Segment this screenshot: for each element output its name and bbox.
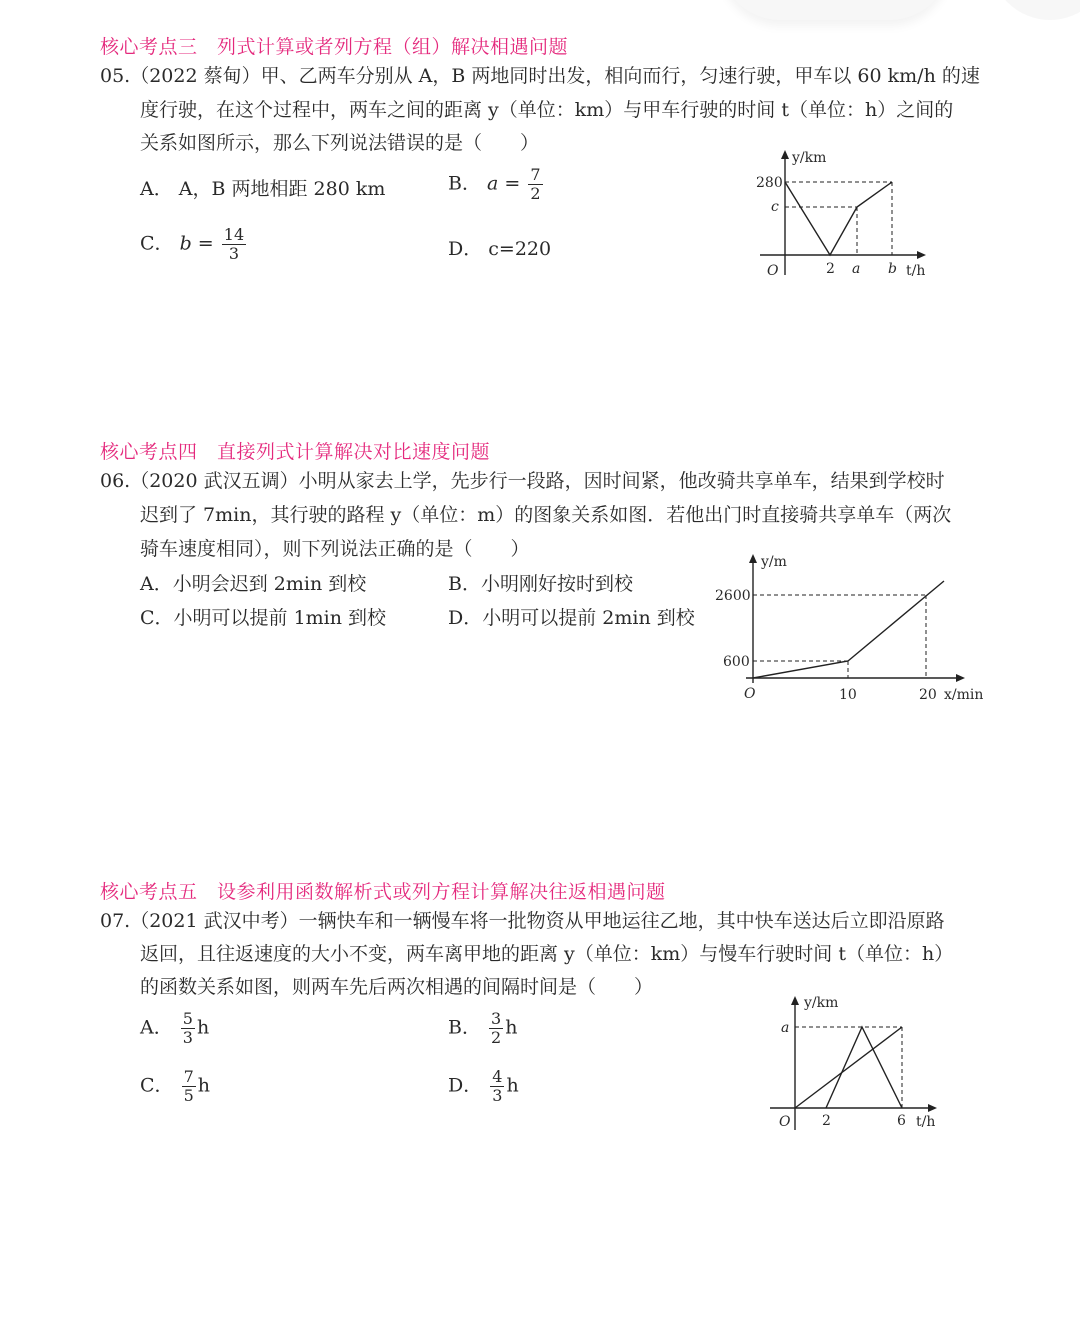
option-d: D．小明可以提前 2min 到校 — [448, 607, 695, 629]
graph-q07 — [760, 990, 960, 1140]
unit: h — [197, 1074, 211, 1097]
y-tick-c: c — [771, 199, 779, 215]
graph-q05 — [750, 145, 950, 285]
option-label: C． — [140, 1074, 174, 1097]
denominator: 5 — [183, 1086, 194, 1105]
x-axis-label: t/h — [906, 263, 926, 279]
y-axis-label: y/km — [804, 995, 839, 1011]
numerator: 5 — [182, 1009, 193, 1028]
question-text: （2022 蔡甸）甲、乙两车分别从 A，B 两地同时出发，相向而行，匀速行驶，甲车以 60 km/h 的速 — [130, 65, 980, 87]
fraction — [528, 166, 542, 203]
x-tick-a: a — [852, 261, 861, 277]
fraction — [222, 226, 246, 263]
fast-car-line — [826, 1027, 902, 1108]
origin-label: O — [767, 263, 779, 279]
question-05-line-3: 关系如图所示，那么下列说法错误的是（ ） — [140, 132, 540, 154]
y-axis-arrow — [749, 554, 757, 563]
option-d: D． c=220 — [448, 238, 552, 260]
option-label: B． — [448, 1016, 481, 1039]
x-axis-arrow — [917, 251, 926, 259]
y-axis-arrow — [781, 150, 789, 159]
question-06-line-3: 骑车速度相同），则下列说法正确的是（ ） — [140, 538, 530, 560]
question-07-line-1 — [100, 909, 945, 933]
section-title-3: 核心考点三 列式计算或者列方程（组）解决相遇问题 — [100, 36, 569, 58]
x-axis-label: x/min — [944, 687, 984, 703]
decorative-shape — [990, 0, 1080, 20]
question-05-line-1 — [100, 64, 980, 88]
question-06-line-1 — [100, 469, 945, 493]
denominator: 3 — [228, 244, 240, 263]
unit: h — [196, 1016, 210, 1039]
numerator: 3 — [491, 1009, 502, 1028]
y-axis-label: y/km — [792, 150, 827, 166]
x-tick-6: 6 — [897, 1113, 906, 1129]
x-axis-label: t/h — [916, 1114, 936, 1130]
option-b — [448, 1010, 517, 1047]
option-c: C．小明可以提前 1min 到校 — [140, 607, 387, 629]
question-number: 06. — [100, 470, 131, 492]
origin-label: O — [744, 686, 756, 702]
fraction — [490, 1068, 504, 1105]
option-a: A． A，B 两地相距 280 km — [140, 178, 386, 200]
fraction — [182, 1068, 196, 1105]
question-07-line-2: 返回，且往返速度的大小不变，两车离甲地的距离 y（单位：km）与慢车行驶时间 t（单位：h） — [140, 943, 954, 965]
option-label: B． — [448, 172, 481, 195]
option-c — [140, 226, 248, 263]
denominator: 3 — [492, 1086, 503, 1105]
option-b — [448, 166, 545, 203]
denominator: 3 — [182, 1028, 193, 1047]
y-tick-600: 600 — [723, 654, 750, 670]
numerator: 7 — [183, 1067, 194, 1086]
y-tick-a: a — [781, 1020, 790, 1036]
y-tick-2600: 2600 — [715, 588, 751, 604]
denominator: 2 — [491, 1028, 502, 1047]
y-axis-label: y/m — [761, 554, 787, 570]
numerator: 4 — [492, 1067, 503, 1086]
option-label: C． — [140, 232, 174, 255]
x-tick-2: 2 — [822, 1113, 831, 1129]
slow-car-line — [795, 1027, 902, 1108]
graph-q06 — [708, 548, 998, 708]
numerator: 7 — [530, 165, 541, 184]
option-b: B．小明刚好按时到校 — [448, 573, 633, 595]
question-text: （2020 武汉五调）小明从家去上学，先步行一段路，因时间紧，他改骑共享单车，结果到学校时 — [130, 470, 945, 492]
decorative-shape — [720, 0, 950, 20]
unit: h — [506, 1074, 519, 1097]
option-a: A．小明会迟到 2min 到校 — [140, 573, 367, 595]
origin-label: O — [779, 1114, 791, 1130]
y-axis-arrow — [791, 996, 799, 1005]
question-text: （2021 武汉中考）一辆快车和一辆慢车将一批物资从甲地运往乙地，其中快车送达后立即沿原路 — [130, 910, 945, 932]
x-tick-b: b — [888, 261, 897, 277]
option-label: D． — [448, 1074, 483, 1097]
option-a — [140, 1010, 209, 1047]
denominator: 2 — [530, 184, 541, 203]
option-c — [140, 1068, 210, 1105]
fraction — [181, 1010, 195, 1047]
question-06-line-2: 迟到了 7min，其行驶的路程 y（单位：m）的图象关系如图．若他出门时直接骑共享单车（两次 — [140, 504, 952, 526]
x-tick-20: 20 — [919, 687, 937, 703]
fraction — [489, 1010, 503, 1047]
question-07-line-3: 的函数关系如图，则两车先后两次相遇的间隔时间是（ ） — [140, 976, 654, 998]
x-tick-10: 10 — [839, 687, 857, 703]
x-tick-2: 2 — [826, 261, 835, 277]
unit: h — [505, 1016, 518, 1039]
question-number: 05. — [100, 65, 131, 87]
numerator: 14 — [223, 225, 245, 244]
section-title-5: 核心考点五 设参利用函数解析式或列方程计算解决往返相遇问题 — [100, 881, 666, 903]
distance-line — [785, 182, 892, 255]
question-05-line-2: 度行驶，在这个过程中，两车之间的距离 y（单位：km）与甲车行驶的时间 t（单位：h）之间的 — [140, 99, 954, 121]
section-title-4: 核心考点四 直接列式计算解决对比速度问题 — [100, 441, 491, 463]
question-number: 07. — [100, 910, 131, 932]
option-label: A． — [140, 1016, 173, 1039]
x-axis-arrow — [956, 674, 965, 682]
option-d — [448, 1068, 519, 1105]
option-var: b = — [179, 232, 214, 255]
x-axis-arrow — [928, 1104, 937, 1112]
option-var: a = — [487, 172, 521, 195]
y-tick-280: 280 — [756, 175, 783, 191]
